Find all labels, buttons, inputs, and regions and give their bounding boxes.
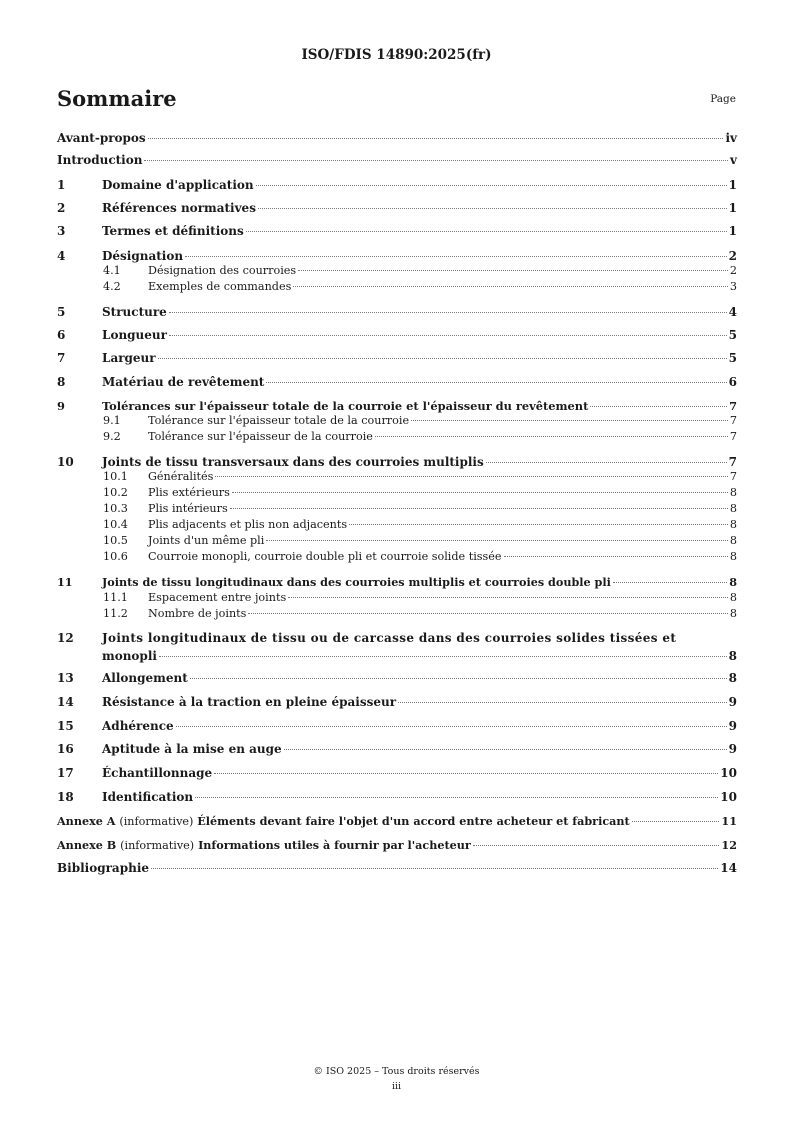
toc-page: 8 — [728, 671, 737, 685]
toc-entry-avant-propos[interactable] — [57, 130, 737, 146]
toc-title: Bibliographie — [57, 861, 150, 875]
dot-leader — [148, 138, 724, 139]
toc-number: 11.1 — [103, 591, 128, 604]
toc-entry[interactable] — [57, 670, 737, 686]
dot-leader — [195, 797, 718, 798]
toc-page: 7 — [729, 430, 737, 443]
toc-page: 9 — [728, 695, 737, 709]
toc-entry[interactable] — [57, 765, 737, 781]
dot-leader — [349, 524, 728, 525]
toc-subentry[interactable] — [57, 429, 737, 445]
toc-number: 9 — [57, 399, 65, 413]
toc-page: iv — [725, 131, 737, 145]
toc-title-line1: Joints longitudinaux de tissu ou de carcasse dans des courroies solides tissées et — [102, 631, 677, 645]
toc-title: Espacement entre joints — [148, 591, 287, 604]
dot-leader — [411, 420, 728, 421]
toc-page: 8 — [729, 575, 737, 589]
annex-label: Annexe B — [57, 838, 117, 852]
toc-number: 11 — [57, 575, 73, 589]
toc-title: Largeur — [102, 351, 156, 365]
toc-page: 9 — [728, 719, 737, 733]
toc-page: 7 — [729, 399, 737, 413]
dot-leader — [159, 656, 727, 657]
dot-leader — [590, 406, 727, 407]
dot-leader — [613, 582, 727, 583]
toc-number: 10.1 — [103, 470, 128, 483]
dot-leader — [144, 160, 728, 161]
toc-title: Joints de tissu longitudinaux dans des courroies multiplis et courroies double pli — [102, 575, 611, 589]
dot-leader — [298, 270, 728, 271]
toc-page: v — [730, 153, 737, 167]
toc-title: Structure — [102, 305, 167, 319]
toc-title: Nombre de joints — [148, 607, 247, 620]
toc-title: Introduction — [57, 153, 143, 167]
toc-title: Informations utiles à fournir par l'acheteur — [198, 838, 471, 852]
toc-entry[interactable] — [57, 741, 737, 757]
toc-page: 7 — [729, 414, 737, 427]
dot-leader — [230, 508, 728, 509]
toc-title: Généralités — [148, 470, 214, 483]
page-title: Sommaire — [57, 86, 177, 111]
toc-subentry[interactable] — [57, 549, 737, 565]
toc-title: Plis adjacents et plis non adjacents — [148, 518, 348, 531]
toc-number: 7 — [57, 351, 66, 365]
toc-page: 1 — [728, 224, 737, 238]
page-column-label: Page — [710, 93, 736, 105]
toc-page: 1 — [728, 178, 737, 192]
toc-number: 10.5 — [103, 534, 128, 547]
dot-leader — [169, 335, 727, 336]
toc-number: 10.4 — [103, 518, 128, 531]
toc-number: 4.1 — [103, 264, 121, 277]
toc-page: 4 — [728, 305, 737, 319]
dot-leader — [266, 540, 728, 541]
toc-title: Tolérance sur l'épaisseur de la courroie — [148, 430, 373, 443]
dot-leader — [258, 208, 727, 209]
toc-title: Tolérances sur l'épaisseur totale de la courroie et l'épaisseur du revêtement — [102, 399, 589, 413]
toc-number: 10.3 — [103, 502, 128, 515]
annex-label: Annexe A — [57, 814, 116, 828]
toc-title: Désignation des courroies — [148, 264, 297, 277]
toc-title: Avant-propos — [57, 131, 146, 145]
toc-entry[interactable] — [57, 327, 737, 343]
toc-number: 10.2 — [103, 486, 128, 499]
toc-title: Échantillonnage — [102, 766, 213, 780]
copyright-notice: © ISO 2025 – Tous droits réservés — [313, 1066, 480, 1077]
toc-entry[interactable] — [57, 629, 737, 665]
toc-title: Plis extérieurs — [148, 486, 230, 499]
dot-leader — [266, 382, 726, 383]
dot-leader — [288, 597, 728, 598]
toc-subentry[interactable] — [57, 413, 737, 429]
dot-leader — [185, 256, 727, 257]
toc-number: 17 — [57, 766, 74, 780]
toc-number: 16 — [57, 742, 74, 756]
toc-page: 8 — [728, 649, 737, 663]
toc-title-line2-row — [57, 647, 737, 665]
toc-number: 1 — [57, 178, 66, 192]
dot-leader — [246, 231, 727, 232]
toc-title: Termes et définitions — [102, 224, 244, 238]
dot-leader — [151, 868, 718, 869]
toc-page: 7 — [729, 470, 737, 483]
toc-subentry[interactable] — [57, 517, 737, 533]
toc-subentry[interactable] — [57, 501, 737, 517]
toc-page: 8 — [729, 534, 737, 547]
toc-page: 8 — [729, 591, 737, 604]
toc-page: 3 — [729, 280, 737, 293]
toc-title: Longueur — [102, 328, 167, 342]
toc-number: 12 — [57, 631, 74, 645]
toc-page: 10 — [720, 766, 737, 780]
dot-leader — [284, 749, 727, 750]
toc-entry[interactable] — [57, 718, 737, 734]
toc-page: 10 — [720, 790, 737, 804]
toc-entry[interactable] — [57, 574, 737, 590]
toc-page: 6 — [728, 375, 737, 389]
toc-page: 8 — [729, 607, 737, 620]
toc-page: 14 — [720, 861, 737, 875]
toc-entry[interactable] — [57, 398, 737, 414]
toc-subentry[interactable] — [57, 485, 737, 501]
toc-page: 2 — [728, 249, 737, 263]
dot-leader — [293, 286, 728, 287]
toc-number: 10.6 — [103, 550, 128, 563]
dot-leader — [169, 312, 727, 313]
toc-title: Domaine d'application — [102, 178, 254, 192]
dot-leader — [214, 773, 718, 774]
toc-subentry[interactable] — [57, 533, 737, 549]
toc-title: Adhérence — [102, 719, 174, 733]
toc-title: Matériau de revêtement — [102, 375, 265, 389]
annex-note: (informative) — [120, 839, 195, 852]
toc-entry[interactable] — [57, 304, 737, 320]
dot-leader — [176, 726, 727, 727]
page-footer — [0, 1064, 793, 1094]
dot-leader — [375, 436, 728, 437]
toc-title: Allongement — [102, 671, 188, 685]
toc-page: 12 — [721, 838, 737, 852]
toc-entry-introduction[interactable] — [57, 152, 737, 168]
toc-page: 11 — [721, 814, 737, 828]
dot-leader — [486, 462, 727, 463]
toc-number: 4 — [57, 249, 66, 263]
toc-page: 8 — [729, 502, 737, 515]
toc-number: 14 — [57, 695, 74, 709]
dot-leader — [473, 845, 720, 846]
toc-number: 3 — [57, 224, 66, 238]
dot-leader — [190, 678, 727, 679]
toc-entry[interactable] — [57, 374, 737, 390]
toc-entry[interactable] — [57, 694, 737, 710]
dot-leader — [215, 476, 727, 477]
toc-entry[interactable] — [57, 789, 737, 805]
toc-title: Joints de tissu transversaux dans des courroies multiplis — [102, 455, 484, 469]
toc-number: 9.1 — [103, 414, 121, 427]
toc-number: 2 — [57, 201, 66, 215]
toc-number: 10 — [57, 455, 74, 469]
annex-note: (informative) — [119, 815, 194, 828]
toc-subentry[interactable] — [57, 606, 737, 622]
toc-entry[interactable] — [57, 177, 737, 193]
toc-page: 1 — [728, 201, 737, 215]
toc-page: 5 — [728, 351, 737, 365]
document-id-header: ISO/FDIS 14890:2025(fr) — [301, 47, 492, 63]
toc-page: 9 — [728, 742, 737, 756]
toc-title: Plis intérieurs — [148, 502, 228, 515]
toc-title: Courroie monopli, courroie double pli et courroie solide tissée — [148, 550, 502, 563]
toc-title: Aptitude à la mise en auge — [102, 742, 282, 756]
toc-entry[interactable] — [57, 248, 737, 264]
toc-page: 5 — [728, 328, 737, 342]
dot-leader — [248, 613, 727, 614]
toc-title: Éléments devant faire l'objet d'un accord entre acheteur et fabricant — [197, 814, 630, 828]
toc-number: 18 — [57, 790, 74, 804]
toc-page: 8 — [729, 486, 737, 499]
toc-number: 8 — [57, 375, 66, 389]
dot-leader — [504, 556, 728, 557]
toc-page: 2 — [729, 264, 737, 277]
toc-title: Désignation — [102, 249, 184, 263]
toc-subentry[interactable] — [57, 279, 737, 295]
toc-entry-annex-b[interactable] — [57, 837, 737, 854]
toc-subentry[interactable] — [57, 590, 737, 606]
toc-page: 8 — [729, 518, 737, 531]
toc-entry[interactable] — [57, 223, 737, 239]
toc-entry[interactable] — [57, 454, 737, 470]
toc-title: Résistance à la traction en pleine épaisseur — [102, 695, 397, 709]
toc-entry[interactable] — [57, 350, 737, 366]
toc-title: Exemples de commandes — [148, 280, 292, 293]
toc-number: 15 — [57, 719, 74, 733]
page-number: iii — [391, 1081, 402, 1092]
dot-leader — [398, 702, 727, 703]
toc-entry[interactable] — [57, 200, 737, 216]
dot-leader — [632, 821, 720, 822]
toc-title: Joints d'un même pli — [148, 534, 265, 547]
toc-entry-annex-a[interactable] — [57, 813, 737, 830]
dot-leader — [158, 358, 727, 359]
toc-entry-bibliography[interactable] — [57, 860, 737, 876]
toc-page: 7 — [728, 455, 737, 469]
toc-title-line2: monopli — [102, 649, 157, 663]
toc-number: 5 — [57, 305, 66, 319]
toc-page: 8 — [729, 550, 737, 563]
toc-number: 13 — [57, 671, 74, 685]
toc-subentry[interactable] — [57, 469, 737, 485]
toc-title: Références normatives — [102, 201, 256, 215]
toc-number: 11.2 — [103, 607, 128, 620]
toc-number: 4.2 — [103, 280, 121, 293]
toc-title: Identification — [102, 790, 194, 804]
dot-leader — [232, 492, 728, 493]
toc-number: 6 — [57, 328, 66, 342]
dot-leader — [256, 185, 727, 186]
toc-number: 9.2 — [103, 430, 121, 443]
toc-subentry[interactable] — [57, 263, 737, 279]
toc-title: Tolérance sur l'épaisseur totale de la courroie — [148, 414, 410, 427]
